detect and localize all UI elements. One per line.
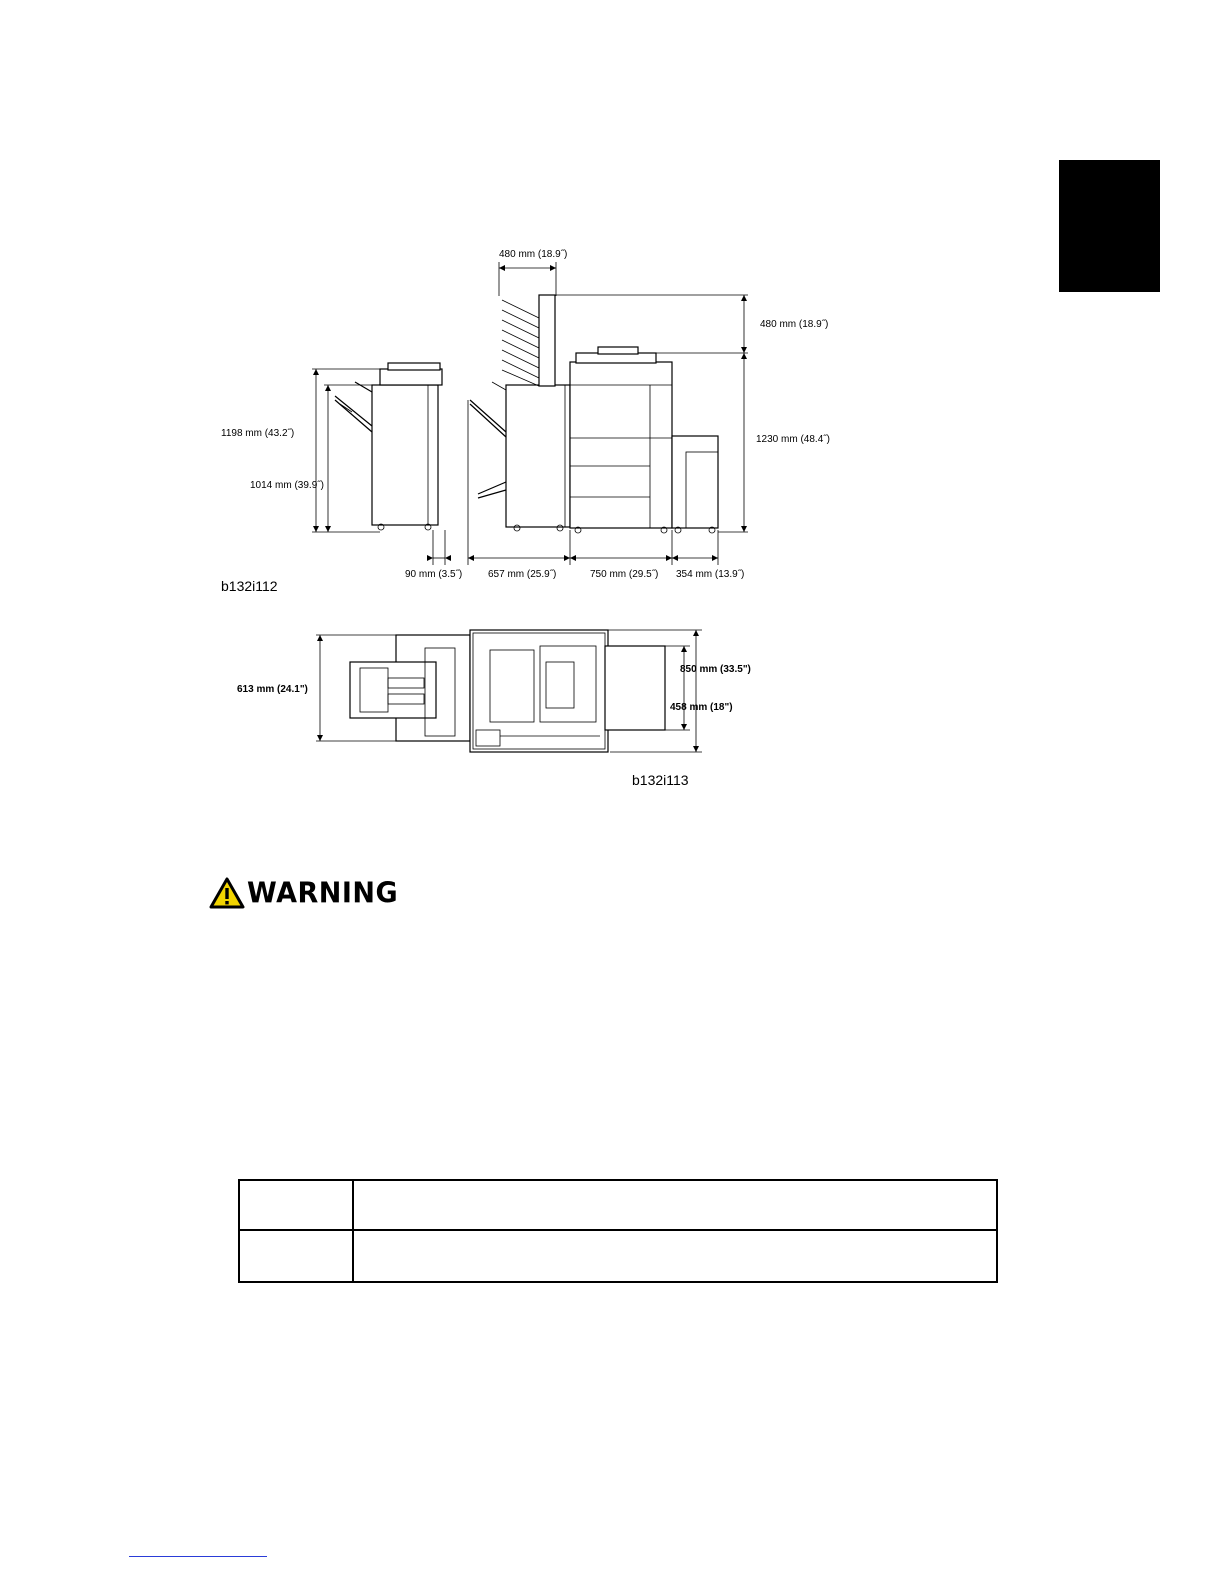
table-cell <box>240 1181 354 1231</box>
dim-tray-width: 480 mm (18.9˝) <box>499 249 568 260</box>
footer-link-underline[interactable] <box>129 1556 267 1557</box>
dim-depth-main: 850 mm (33.5") <box>680 664 751 675</box>
warning-label: WARNING <box>247 876 399 910</box>
table-cell <box>240 1231 354 1281</box>
dim-lct-width: 354 mm (13.9˝) <box>676 569 745 580</box>
spec-table <box>238 1179 998 1283</box>
dim-finisher-height-b: 1014 mm (39.9˝) <box>250 480 324 491</box>
side-view-drawing <box>312 262 748 565</box>
dim-tray-height: 480 mm (18.9˝) <box>760 319 829 330</box>
warning-banner <box>209 876 398 910</box>
warning-triangle-icon <box>209 877 245 909</box>
side-view-caption: b132i112 <box>221 578 278 594</box>
dim-depth-lct: 458 mm (18") <box>670 702 733 713</box>
dim-depth-finisher: 613 mm (24.1") <box>237 684 308 695</box>
dim-gap: 90 mm (3.5˝) <box>405 569 463 580</box>
dim-main-width: 750 mm (29.5˝) <box>590 569 659 580</box>
table-cell <box>354 1181 996 1231</box>
dim-main-height: 1230 mm (48.4˝) <box>756 434 830 445</box>
dim-finisher-width: 657 mm (25.9˝) <box>488 569 557 580</box>
dim-finisher-height-a: 1198 mm (43.2˝) <box>221 428 295 439</box>
table-cell <box>354 1231 996 1281</box>
top-view-caption: b132i113 <box>632 772 689 788</box>
top-view-drawing <box>316 630 702 752</box>
